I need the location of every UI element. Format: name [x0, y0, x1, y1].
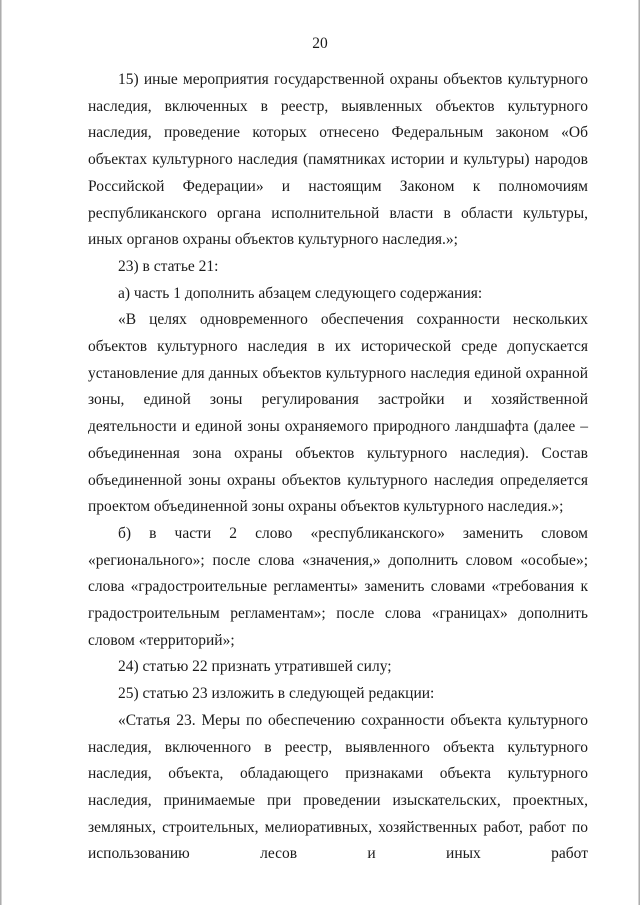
paragraph-item-23: 23) в статье 21:	[118, 257, 219, 275]
paragraph-article-23: «Статья 23. Меры по обеспечению сохранности объекта культурного наследия, включенного в реестр, выявленного объекта культурного наследия, объекта, обладающего признаками объекта культурного наследия, принимаемые при проведении изыскательских, проектных, земляных, строительных, мелиоративных, хозяйственных работ, работ по использованию лесов и иных работ	[88, 711, 588, 863]
paragraph-quoted-text: «В целях одновременного обеспечения сохранности нескольких объектов культурного наследия в их исторической среде допускается установление для данных объектов культурного наследия единой охранной зоны, единой зоны регулирования застройки и хозяйственной деятельности и единой зоны охраняемого природного ландшафта (далее – объединенная зона охраны объектов культурного наследия). Состав объединенной зоны охраны объектов культурного наследия определяется проектом объединенной зоны охраны объектов культурного наследия.»;	[88, 311, 588, 516]
paragraph-item-25: 25) статью 23 изложить в следующей редакции:	[118, 685, 435, 703]
paragraph-item-15: 15) иные мероприятия государственной охраны объектов культурного наследия, включенных в реестр, выявленных объектов культурного наследия, проведение которых отнесено Федеральным законом «Об объектах культурного наследия (памятниках истории и культуры) народов Российской Федерации» и настоящим Законом к полномочиям республиканского органа исполнительной власти в области культуры, иных органов охраны объектов культурного наследия.»;	[88, 71, 588, 249]
page-number: 20	[312, 35, 328, 52]
paragraph-item-24: 24) статью 22 признать утратившей силу;	[118, 658, 392, 676]
paragraph-subitem-a: а) часть 1 дополнить абзацем следующего содержания:	[118, 284, 483, 302]
paragraph-subitem-b: б) в части 2 слово «республиканского» заменить словом «регионального»; после слова «значения,» дополнить словом «особые»; слова «градостроительные регламенты» заменить словами «требования к градостроительным регламентам»; после слова «границах» дополнить словом «территорий»;	[88, 524, 588, 649]
page-edge-left	[0, 0, 2, 905]
document-body	[88, 67, 588, 868]
